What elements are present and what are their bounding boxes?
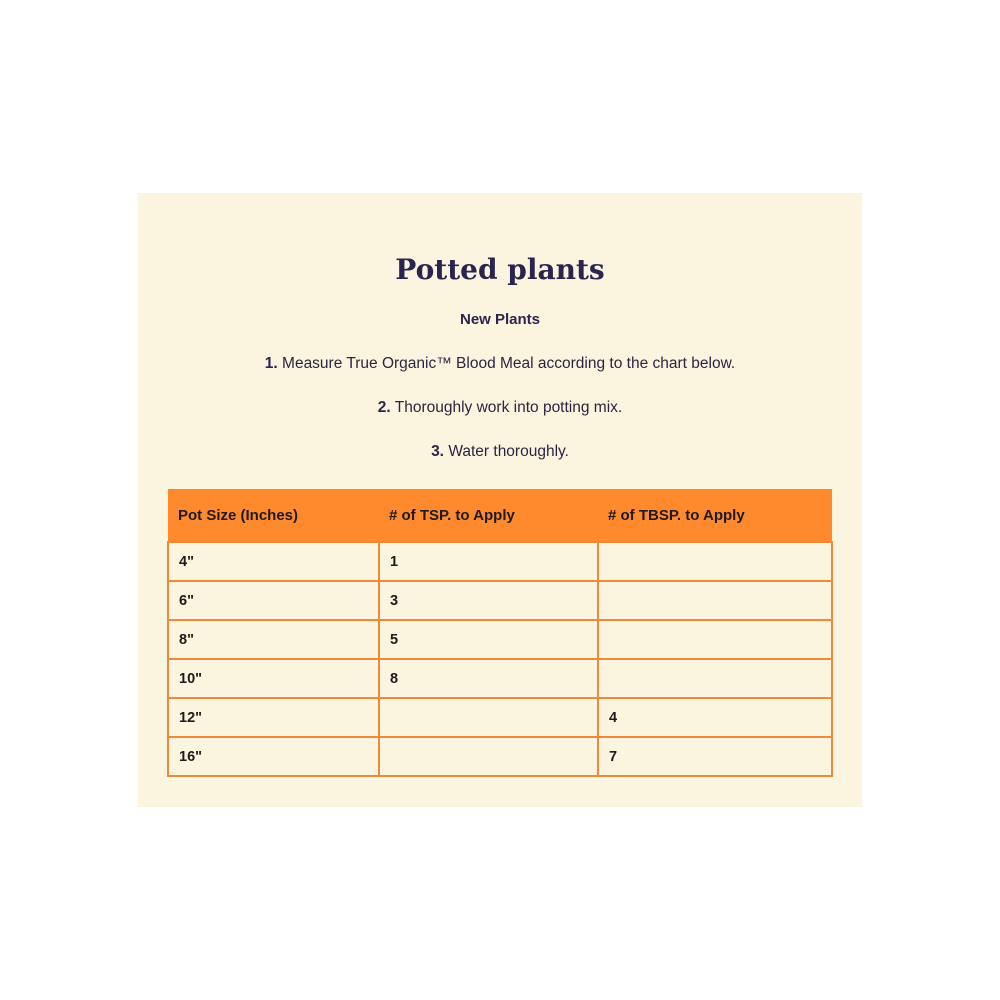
- tsp-cell: [379, 698, 598, 737]
- application-rate-table: [167, 489, 833, 777]
- step-text: Thoroughly work into potting mix.: [394, 399, 623, 416]
- table-header-row: [168, 489, 832, 542]
- step-number: 3.: [431, 443, 444, 460]
- header-tsp: # of TSP. to Apply: [379, 489, 598, 542]
- header-pot-size: Pot Size (Inches): [168, 489, 379, 542]
- step-text: Water thoroughly.: [448, 443, 569, 460]
- tsp-cell: 3: [379, 581, 598, 620]
- tsp-cell: [379, 737, 598, 776]
- pot-size-cell: 6": [168, 581, 379, 620]
- tbsp-cell: [598, 620, 832, 659]
- table-row: [168, 581, 832, 620]
- pot-size-cell: 4": [168, 542, 379, 581]
- table-row: [168, 659, 832, 698]
- tsp-cell: 1: [379, 542, 598, 581]
- table-row: [168, 620, 832, 659]
- pot-size-cell: 10": [168, 659, 379, 698]
- pot-size-cell: 12": [168, 698, 379, 737]
- table-row: [168, 737, 832, 776]
- tbsp-cell: [598, 659, 832, 698]
- tsp-cell: 5: [379, 620, 598, 659]
- pot-size-cell: 16": [168, 737, 379, 776]
- tbsp-cell: 4: [598, 698, 832, 737]
- header-tbsp: # of TBSP. to Apply: [598, 489, 832, 542]
- step-text: Measure True Organic™ Blood Meal according to the chart below.: [282, 355, 736, 372]
- section-subtitle: New Plants: [459, 311, 541, 328]
- pot-size-cell: 8": [168, 620, 379, 659]
- tbsp-cell: [598, 581, 832, 620]
- tbsp-cell: [598, 542, 832, 581]
- tsp-cell: 8: [379, 659, 598, 698]
- tbsp-cell: 7: [598, 737, 832, 776]
- instruction-step-1: [0, 353, 1000, 375]
- step-number: 2.: [377, 399, 391, 416]
- step-number: 1.: [264, 355, 278, 372]
- instruction-step-2: [0, 397, 1000, 419]
- section-title: Potted plants: [395, 253, 605, 286]
- table-row: [168, 698, 832, 737]
- instruction-step-3: [0, 441, 1000, 463]
- table-row: [168, 542, 832, 581]
